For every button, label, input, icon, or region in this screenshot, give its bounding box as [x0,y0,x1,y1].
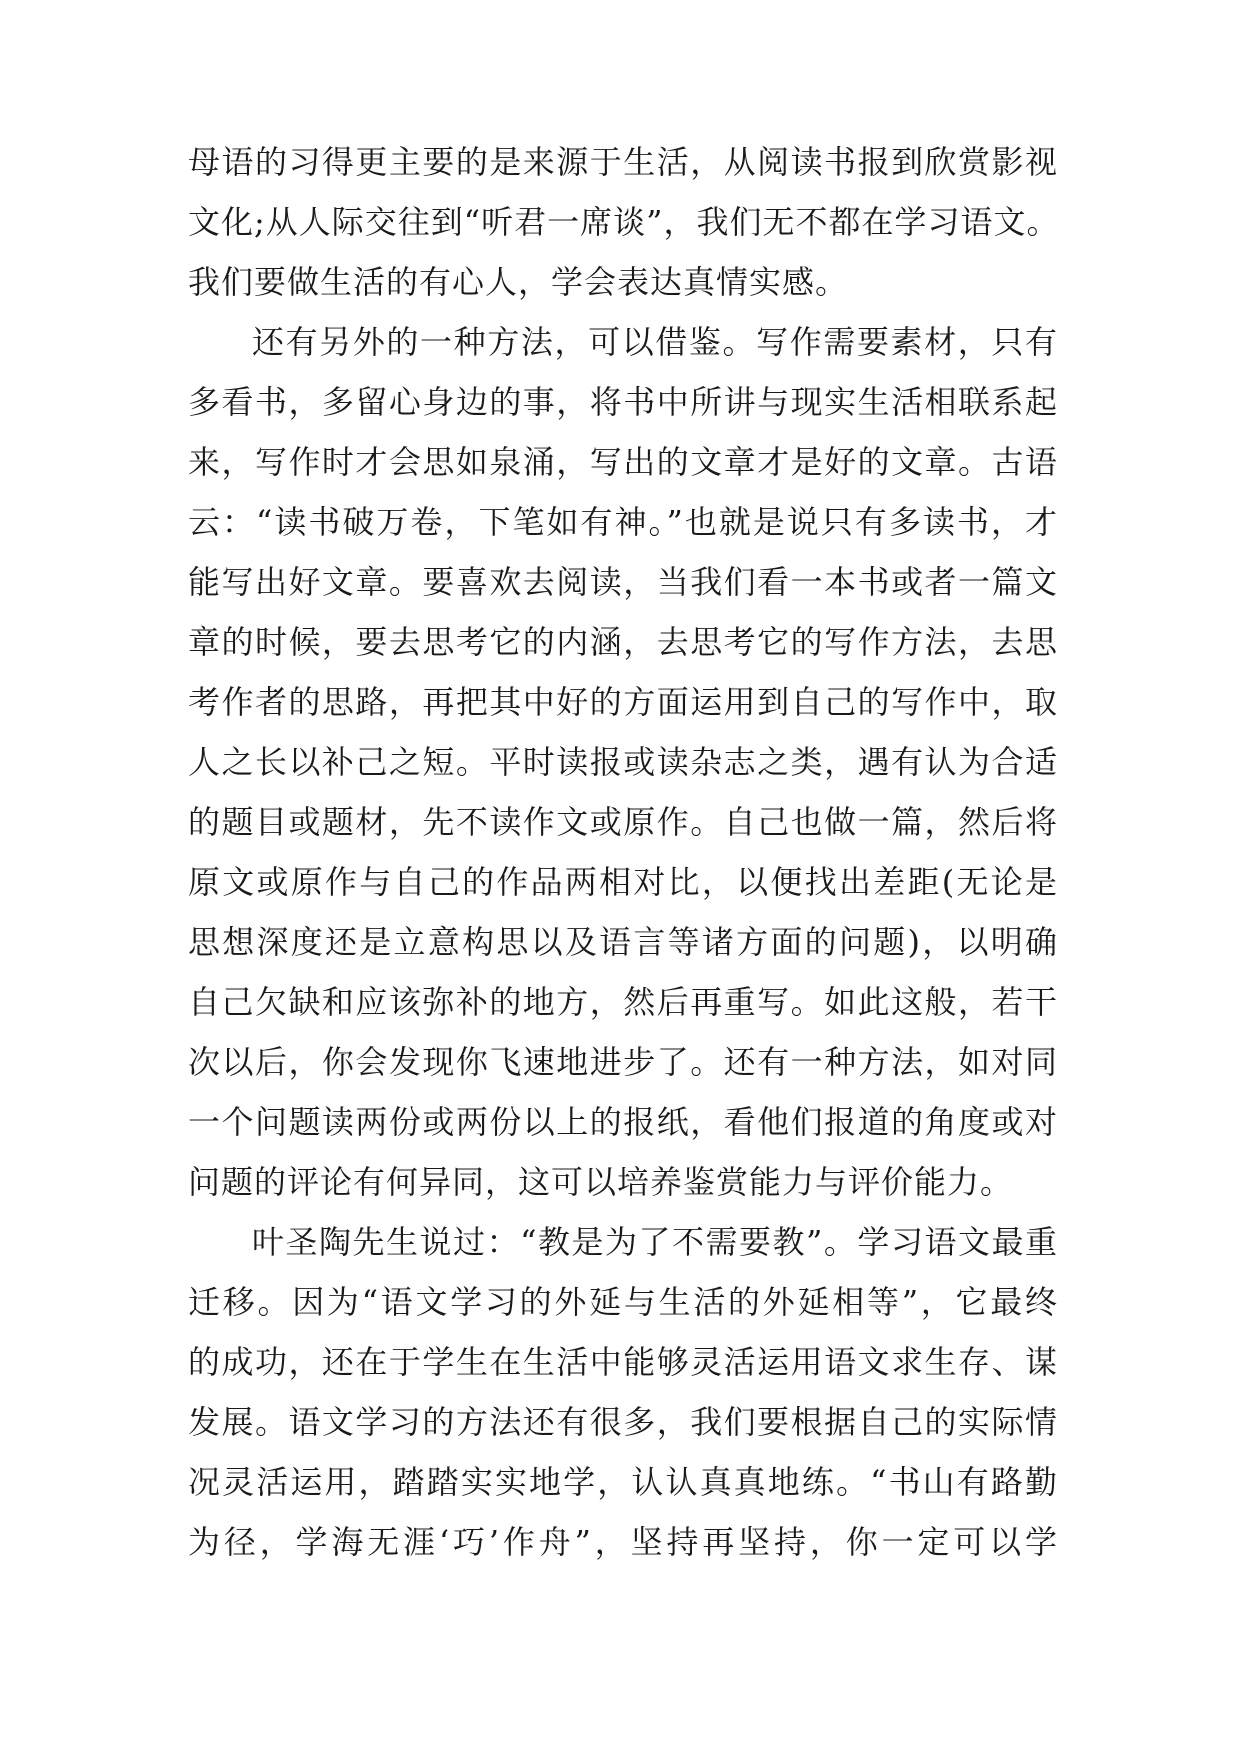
text-line: 的题目或题材，先不读作文或原作。自己也做一篇，然后将 [188,803,1058,841]
text-line: 发展。语文学习的方法还有很多，我们要根据自己的实际情 [188,1403,1058,1441]
text-line: 迁移。因为“语文学习的外延与生活的外延相等”，它最终 [188,1283,1058,1321]
text-line: 来，写作时才会思如泉涌，写出的文章才是好的文章。古语 [188,443,1058,481]
text-line: 多看书，多留心身边的事，将书中所讲与现实生活相联系起 [188,383,1058,421]
body-text [188,132,1058,1572]
text-line: 云：“读书破万卷，下笔如有神。”也就是说只有多读书，才 [188,503,1058,541]
text-line: 文化;从人际交往到“听君一席谈”，我们无不都在学习语文。 [188,203,1060,241]
paragraph-3 [188,1212,1058,1572]
text-line: 一个问题读两份或两份以上的报纸，看他们报道的角度或对 [188,1103,1058,1141]
text-line: 况灵活运用，踏踏实实地学，认认真真地练。“书山有路勤 [188,1463,1058,1501]
text-line: 为径，学海无涯‘巧’作舟”，坚持再坚持，你一定可以学 [188,1523,1058,1561]
text-line: 人之长以补己之短。平时读报或读杂志之类，遇有认为合适 [188,743,1058,781]
text-line: 能写出好文章。要喜欢去阅读，当我们看一本书或者一篇文 [188,563,1058,601]
text-line: 考作者的思路，再把其中好的方面运用到自己的写作中，取 [188,683,1058,721]
text-line: 的成功，还在于学生在生活中能够灵活运用语文求生存、谋 [188,1343,1058,1381]
text-line: 问题的评论有何异同，这可以培养鉴赏能力与评价能力。 [188,1163,1014,1201]
text-line: 叶圣陶先生说过：“教是为了不需要教”。学习语文最重 [252,1223,1058,1261]
text-line: 原文或原作与自己的作品两相对比，以便找出差距(无论是 [188,863,1058,901]
paragraph-2 [188,312,1058,1212]
paragraph-1 [188,132,1058,312]
text-line: 章的时候，要去思考它的内涵，去思考它的写作方法，去思 [188,623,1058,661]
text-line: 我们要做生活的有心人，学会表达真情实感。 [188,263,849,301]
text-line: 思想深度还是立意构思以及语言等诸方面的问题)，以明确 [188,923,1058,961]
text-line: 还有另外的一种方法，可以借鉴。写作需要素材，只有 [252,323,1058,361]
text-line: 母语的习得更主要的是来源于生活，从阅读书报到欣赏影视 [188,143,1058,181]
text-line: 次以后，你会发现你飞速地进步了。还有一种方法，如对同 [188,1043,1058,1081]
text-line: 自己欠缺和应该弥补的地方，然后再重写。如此这般，若干 [188,983,1058,1021]
